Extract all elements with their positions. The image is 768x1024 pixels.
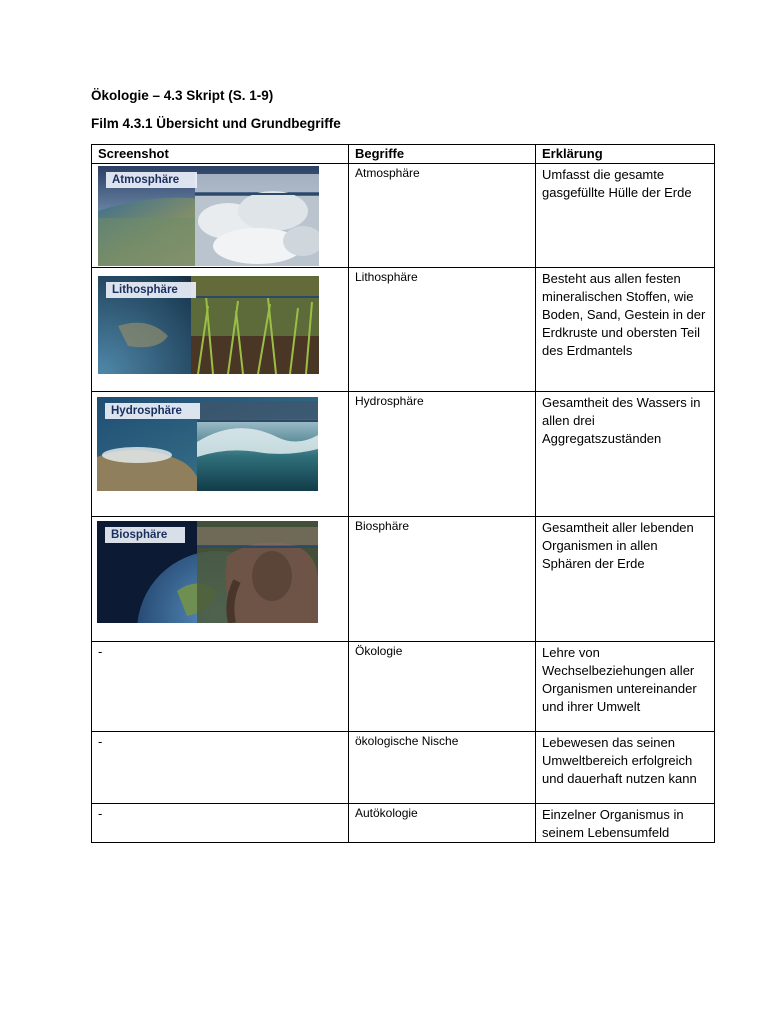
term-cell: Hydrosphäre [349,392,536,517]
screenshot-caption: Atmosphäre [106,172,197,188]
screenshot-cell: - [92,642,349,732]
term-cell: ökologische Nische [349,732,536,804]
table-row [92,517,715,642]
screenshot-caption: Hydrosphäre [105,403,200,419]
screenshot-cell [92,517,349,642]
column-header-screenshot: Screenshot [92,145,349,164]
explanation-cell: Besteht aus allen festen mineralischen Stoffen, wie Boden, Sand, Gestein in der Erdkruste und obersten Teil des Erdmantels [536,268,715,392]
column-header-begriffe: Begriffe [349,145,536,164]
term-cell: Ökologie [349,642,536,732]
screenshot-cell: - [92,732,349,804]
table-row [92,642,715,732]
screenshot-caption: Lithosphäre [106,282,196,298]
term-cell: Biosphäre [349,517,536,642]
table-row [92,268,715,392]
biosphere-screenshot [97,521,318,623]
explanation-cell: Lehre von Wechselbeziehungen aller Organismen untereinander und ihrer Umwelt [536,642,715,732]
explanation-cell: Lebewesen das seinen Umweltbereich erfolgreich und dauerhaft nutzen kann [536,732,715,804]
screenshot-cell: - [92,804,349,843]
page-title: Ökologie – 4.3 Skript (S. 1-9) [91,88,274,103]
screenshot-cell [92,392,349,517]
screenshot-cell [92,164,349,268]
term-cell: Autökologie [349,804,536,843]
term-cell: Atmosphäre [349,164,536,268]
screenshot-cell [92,268,349,392]
table-row [92,164,715,268]
term-cell: Lithosphäre [349,268,536,392]
terms-table [91,144,715,843]
lithosphere-screenshot [98,276,319,374]
explanation-cell: Umfasst die gesamte gasgefüllte Hülle der Erde [536,164,715,268]
explanation-cell: Gesamtheit aller lebenden Organismen in allen Sphären der Erde [536,517,715,642]
column-header-erklaerung: Erklärung [536,145,715,164]
explanation-cell: Einzelner Organismus in seinem Lebensumfeld [536,804,715,843]
screenshot-caption: Biosphäre [105,527,185,543]
table-row [92,804,715,843]
explanation-cell: Gesamtheit des Wassers in allen drei Aggregatszuständen [536,392,715,517]
section-title: Film 4.3.1 Übersicht und Grundbegriffe [91,116,341,131]
table-row [92,392,715,517]
hydrosphere-screenshot [97,397,318,491]
table-header-row [92,145,715,164]
table-row [92,732,715,804]
atmosphere-screenshot [98,166,319,266]
